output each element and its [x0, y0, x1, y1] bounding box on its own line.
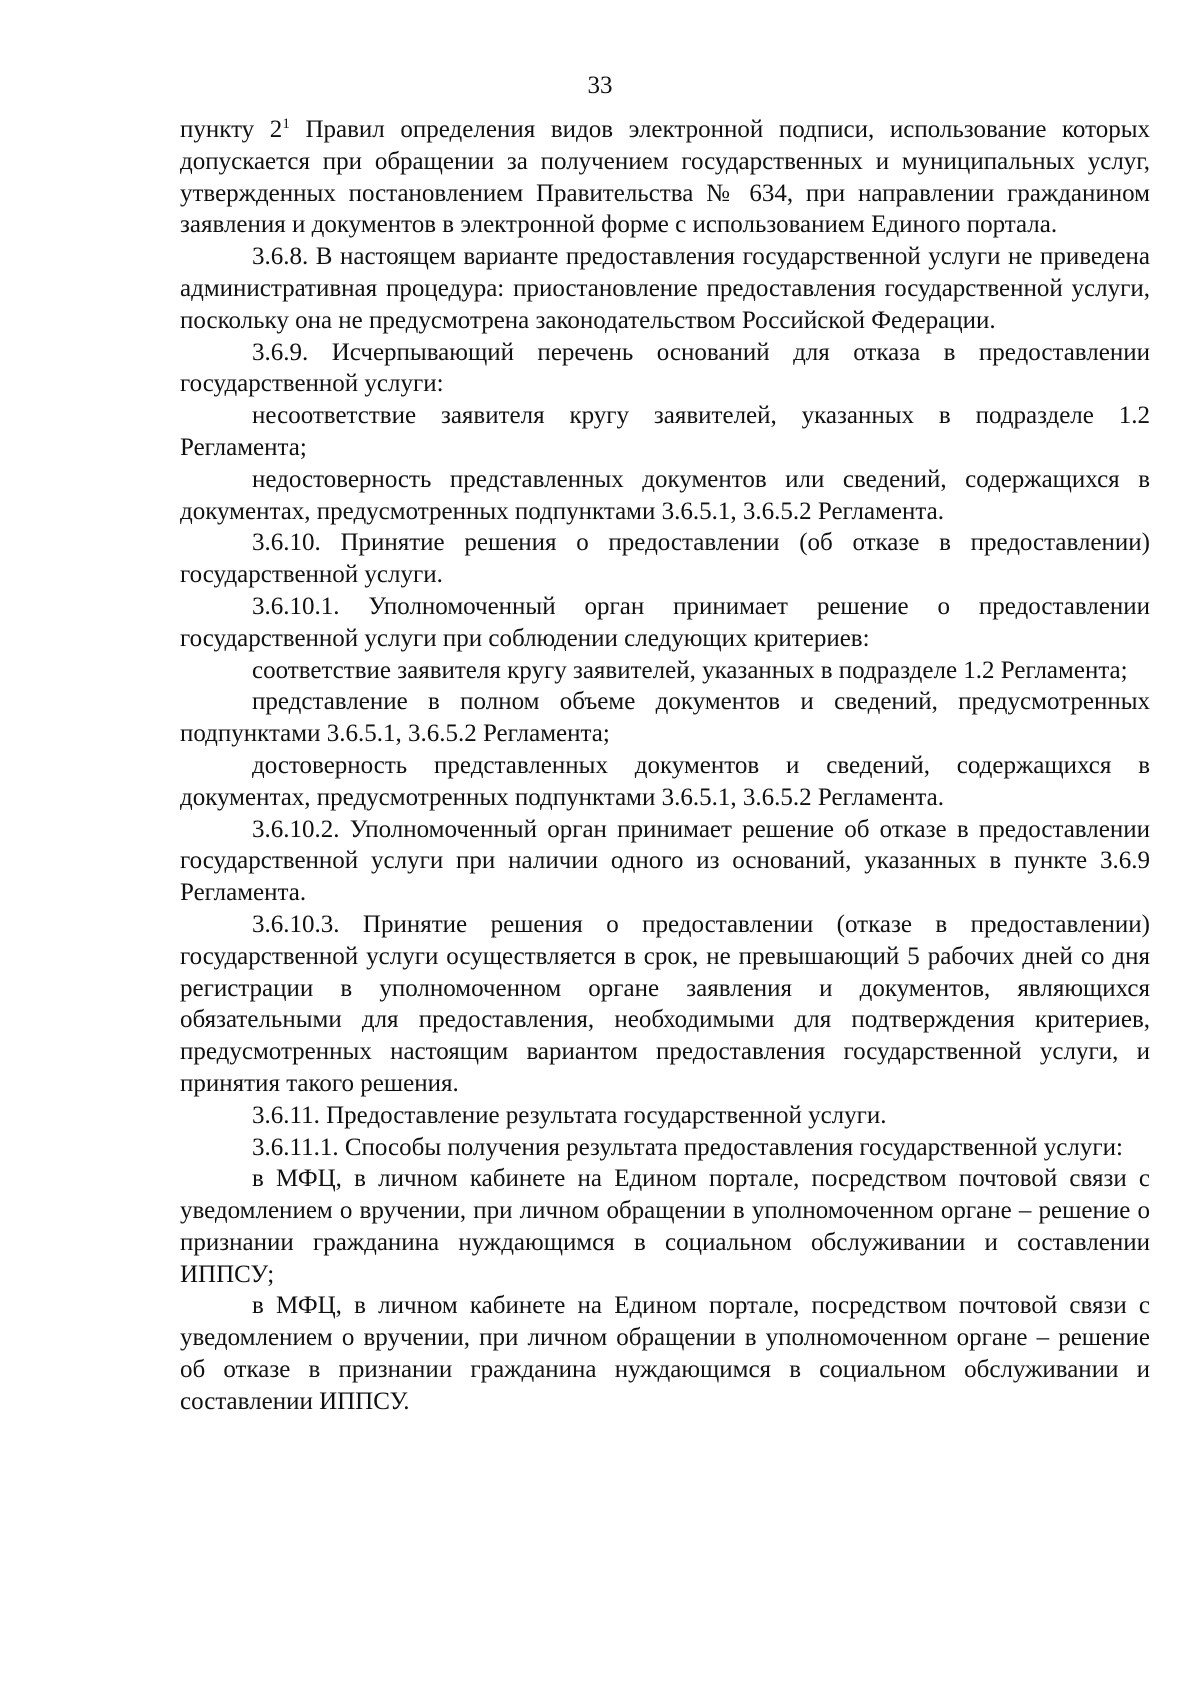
paragraph-text-rest: Правил определения видов электронной подписи, использование которых допускается при обращении за получением государственных и муниципальных услуг, утвержденных постановлением Правительства № 634, при направлении гражданином заявления и документов в электронной форме с использованием Единого портала. [180, 116, 1150, 239]
list-item-criterion: соответствие заявителя кругу заявителей, указанных в подразделе 1.2 Регламента; [252, 656, 1128, 684]
paragraph-3-6-8: 3.6.8. В настоящем варианте предоставления государственной услуги не приведена административная процедура: приостановление предоставления государственной услуги, поскольку она не предусмотрена законодательством Российской Федерации. [180, 243, 1150, 334]
page-number: 33 [587, 72, 613, 99]
paragraph-3-6-10: 3.6.10. Принятие решения о предоставлении (об отказе в предоставлении) государственной услуги. [180, 529, 1150, 589]
list-item-refusal-ground: недостоверность представленных документов или сведений, содержащихся в документах, предусмотренных подпунктами 3.6.5.1, 3.6.5.2 Регламента. [180, 465, 1150, 525]
paragraph-3-6-11-1: 3.6.11.1. Способы получения результата предоставления государственной услуги: [252, 1133, 1123, 1161]
list-item-result-method: в МФЦ, в личном кабинете на Едином портале, посредством почтовой связи с уведомлением о вручении, при личном обращении в уполномоченном органе – решение об отказе в признании гражданина нуждающимся в социальном обслуживании и составлении ИППСУ. [180, 1292, 1150, 1415]
list-item-refusal-ground: несоответствие заявителя кругу заявителей, указанных в подразделе 1.2 Регламента; [180, 402, 1150, 461]
list-item-criterion: достоверность представленных документов и сведений, содержащихся в документах, предусмотренных подпунктами 3.6.5.1, 3.6.5.2 Регламента. [180, 751, 1150, 811]
paragraph-3-6-10-3: 3.6.10.3. Принятие решения о предоставлении (отказе в предоставлении) государственной услуги осуществляется в срок, не превышающий 5 рабочих дней со дня регистрации в уполномоченном органе заявления и документов, являющихся обязательными для предоставления, необходимыми для подтверждения критериев, предусмотренных настоящим вариантом предоставления государственной услуги, и принятия такого решения. [180, 910, 1150, 1097]
document-body [180, 114, 1150, 1418]
list-item-result-method: в МФЦ, в личном кабинете на Едином портале, посредством почтовой связи с уведомлением о вручении, при личном обращении в уполномоченном органе – решение о признании гражданина нуждающимся в социальном обслуживании и составлении ИППСУ; [180, 1165, 1150, 1288]
list-item-criterion: представление в полном объеме документов и сведений, предусмотренных подпунктами 3.6.5.1, 3.6.5.2 Регламента; [180, 688, 1150, 748]
paragraph-3-6-10-2: 3.6.10.2. Уполномоченный орган принимает решение об отказе в предоставлении государственной услуги при наличии одного из оснований, указанных в пункте 3.6.9 Регламента. [180, 815, 1150, 907]
paragraph-3-6-11: 3.6.11. Предоставление результата государственной услуги. [252, 1101, 887, 1129]
superscript: 1 [282, 116, 290, 132]
paragraph-continuation [180, 114, 1150, 241]
paragraph-3-6-9: 3.6.9. Исчерпывающий перечень оснований для отказа в предоставлении государственной услуги: [180, 338, 1150, 398]
paragraph-3-6-10-1: 3.6.10.1. Уполномоченный орган принимает решение о предоставлении государственной услуги при соблюдении следующих критериев: [180, 592, 1150, 652]
paragraph-text-start: пункту 2 [180, 116, 283, 143]
